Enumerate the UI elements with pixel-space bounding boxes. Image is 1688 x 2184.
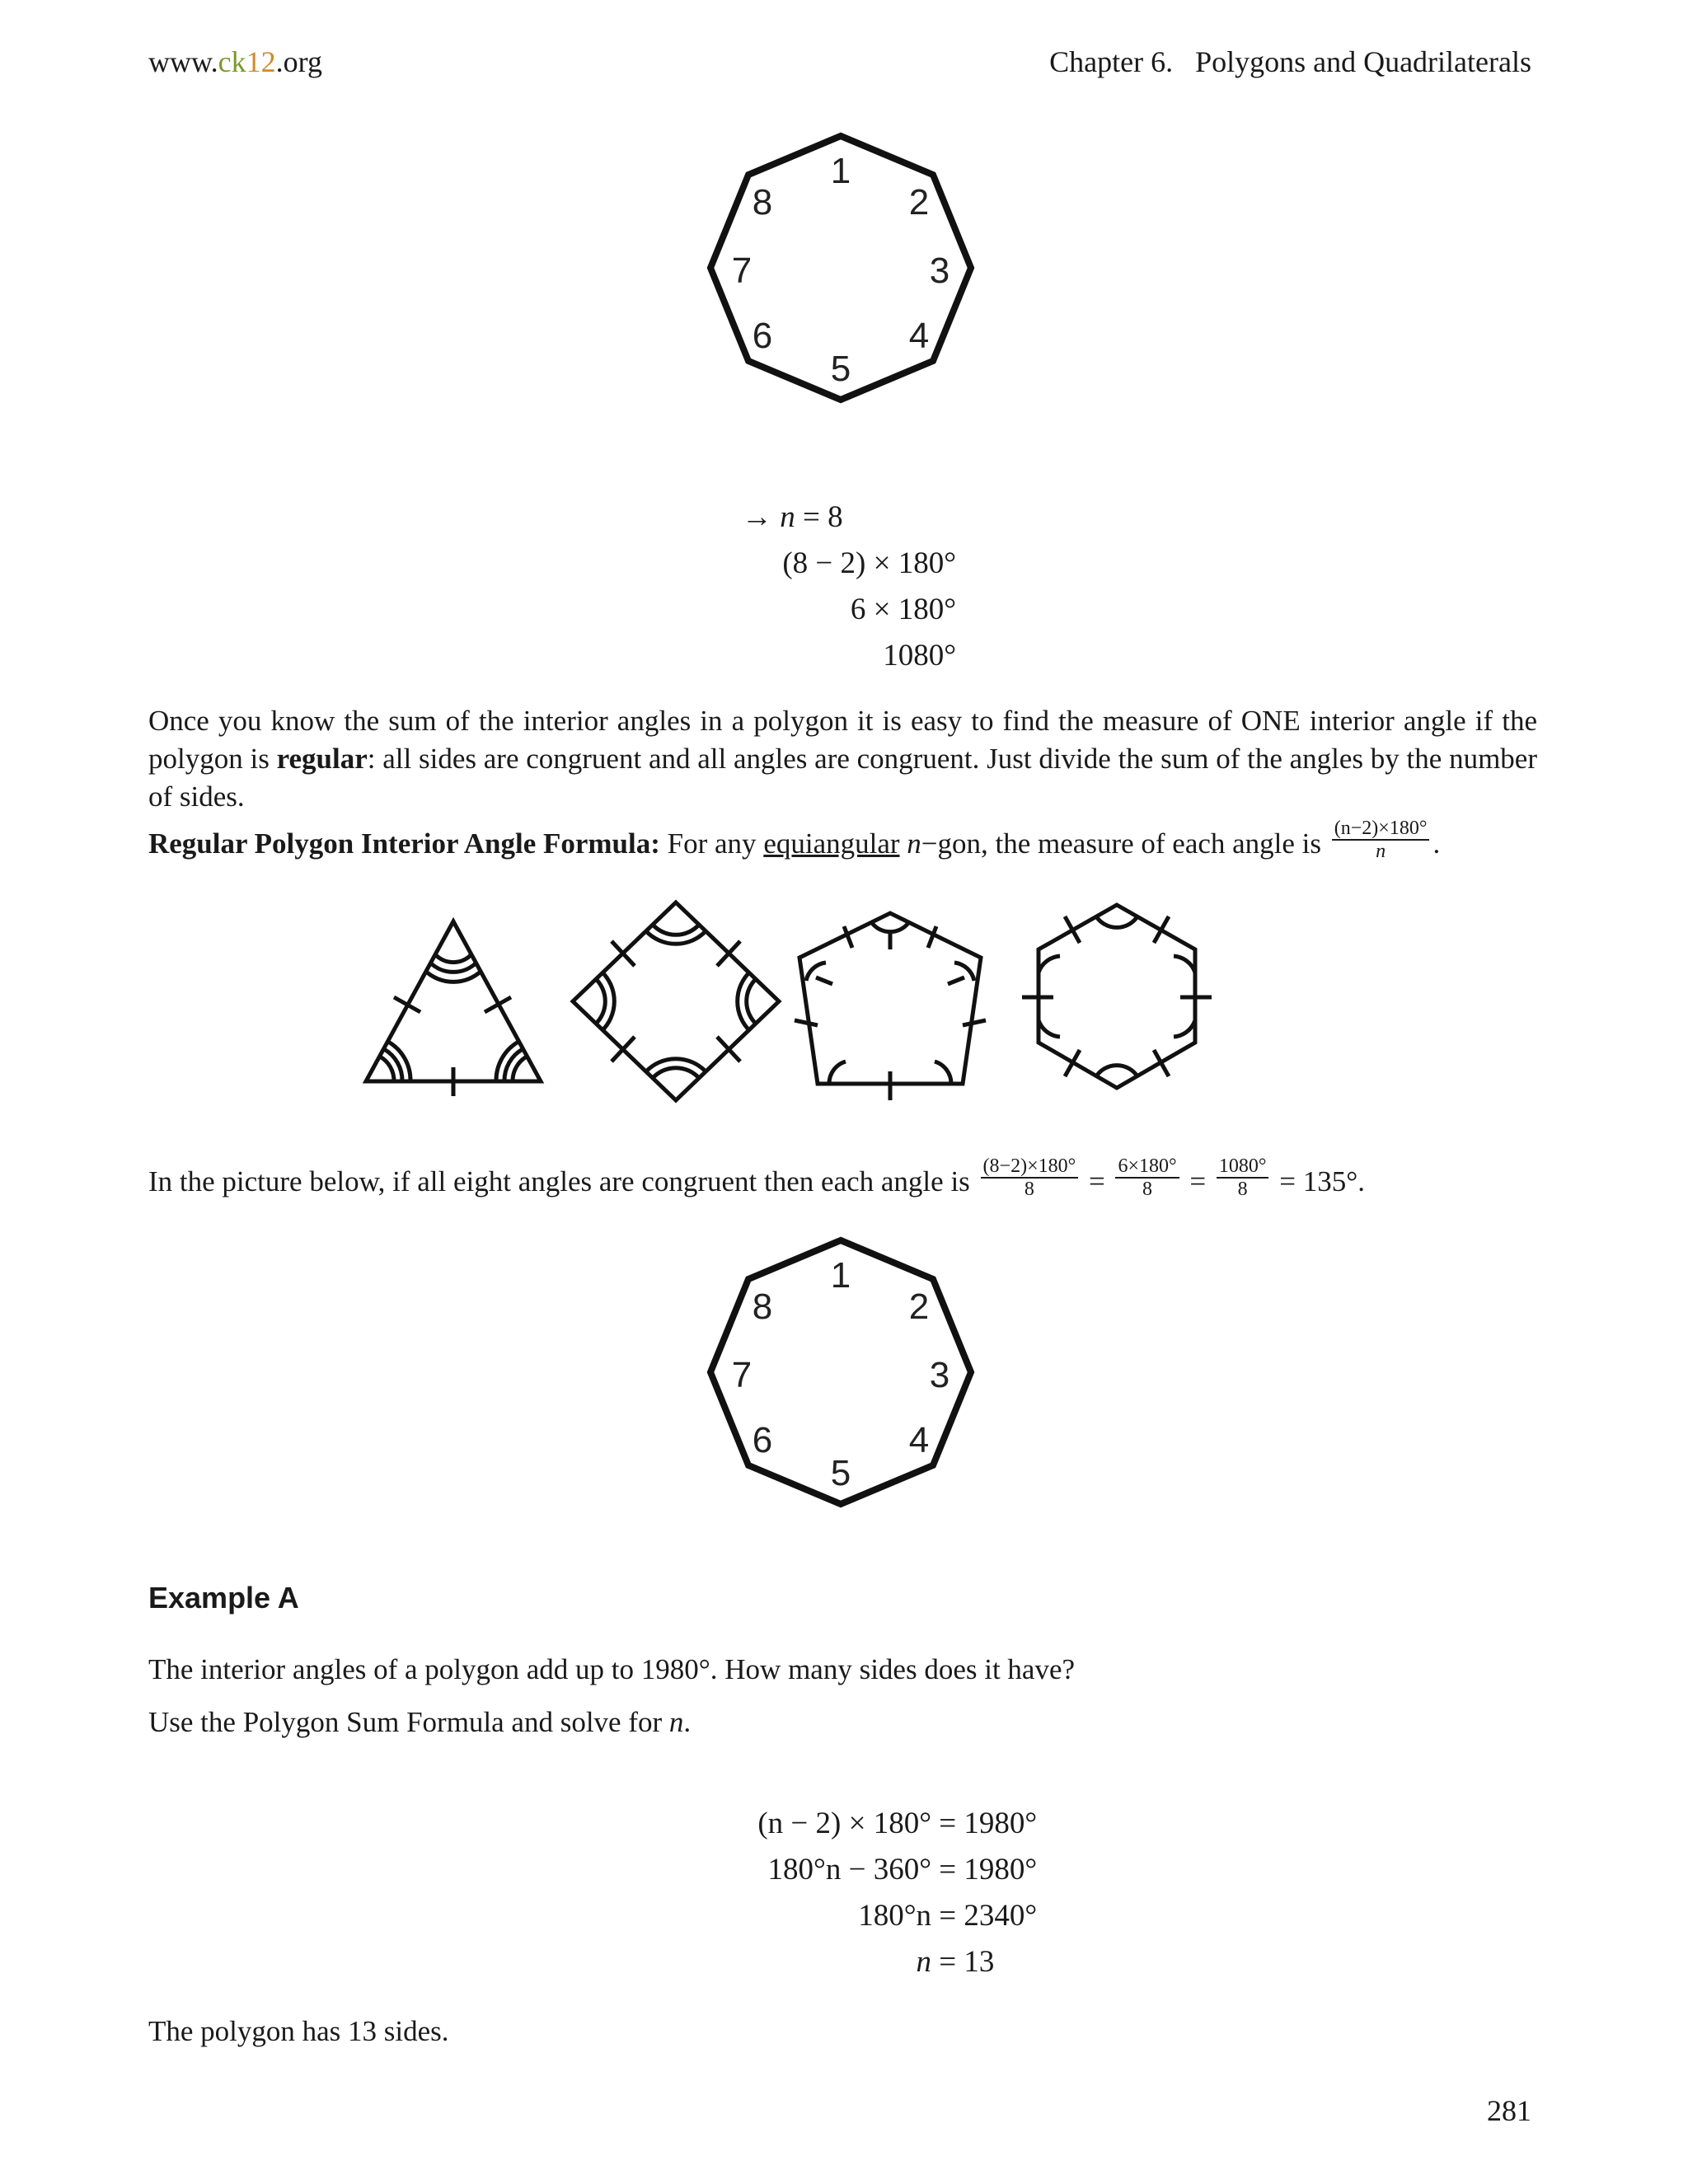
eq-right: = 13 <box>931 1945 995 1979</box>
regular-hexagon <box>1022 905 1212 1088</box>
fraction-2-denominator: 8 <box>1142 1179 1153 1200</box>
term-regular: regular <box>276 743 368 775</box>
angle-label-6: 6 <box>752 316 773 356</box>
angle-label-5: 5 <box>830 349 851 389</box>
angle-label-8: 8 <box>752 1286 773 1327</box>
example-equations <box>676 1801 1088 1985</box>
url-ck: ck <box>218 45 246 78</box>
example-answer: The polygon has 13 sides. <box>148 2015 449 2047</box>
calc-octagon-sum <box>742 494 956 679</box>
site-url[interactable] <box>148 45 322 79</box>
angle-label-1: 1 <box>830 1255 851 1296</box>
angle-label-7: 7 <box>731 1355 753 1395</box>
fraction-1-denominator: 8 <box>1024 1179 1034 1200</box>
paragraph-octagon-angle <box>148 1155 1537 1207</box>
eq-left: n <box>916 1945 931 1979</box>
angle-label-1: 1 <box>830 151 851 191</box>
fraction-numerator: (n−2)×180° <box>1332 818 1430 841</box>
var-n: n <box>899 827 921 860</box>
para1-after: : all sides are congruent and all angles are congruent. Just divide the sum of the angles by the number of sides. <box>148 743 1537 813</box>
angle-label-2: 2 <box>908 182 930 223</box>
chapter-title: Chapter 6. Polygons and Quadrilaterals <box>1049 45 1531 78</box>
regular-pentagon <box>795 913 986 1100</box>
angle-label-4: 4 <box>908 1420 930 1460</box>
fraction-3-denominator: 8 <box>1237 1179 1248 1200</box>
formula-fraction <box>1332 818 1430 862</box>
fraction-2 <box>1115 1155 1179 1200</box>
formula-text2: −gon, the measure of each angle is <box>921 827 1329 860</box>
angle-label-8: 8 <box>752 182 773 223</box>
calc-line-1 <box>742 494 956 541</box>
var-n: n <box>780 500 795 534</box>
result-135: = 135°. <box>1272 1165 1365 1198</box>
equals-2: = <box>1182 1165 1213 1198</box>
eq-row-1 <box>676 1801 1088 1847</box>
para1-before: Once you know the sum of the interior angles in a polygon it is easy to find the measure of ONE interior angle if the polygon is <box>148 705 1537 775</box>
eq-row-3 <box>676 1893 1088 1939</box>
eq-right: = 1980° <box>931 1853 1038 1886</box>
page-number: 281 <box>1487 2094 1531 2127</box>
instruction-text: Use the Polygon Sum Formula and solve for <box>148 1706 669 1738</box>
calc-line-3: 6 × 180° <box>850 593 956 626</box>
formula-text1: For any <box>659 827 764 860</box>
term-equiangular[interactable]: equiangular <box>763 827 900 860</box>
fraction-denominator: n <box>1376 841 1386 862</box>
regular-polygons-figure <box>354 898 1327 1129</box>
angle-label-7: 7 <box>731 251 753 291</box>
fraction-3 <box>1217 1155 1269 1200</box>
angle-label-2: 2 <box>908 1286 930 1327</box>
example-heading: Example A <box>148 1581 299 1615</box>
para2-text: In the picture below, if all eight angles are congruent then each angle is <box>148 1165 978 1198</box>
angle-label-3: 3 <box>929 1355 950 1395</box>
eq-left: 180°n − 360° <box>767 1853 931 1886</box>
eq-row-4 <box>676 1939 1088 1985</box>
eq-left: (n − 2) × 180° <box>757 1807 931 1840</box>
example-question: The interior angles of a polygon add up to 1980°. How many sides does it have? <box>148 1653 1076 1685</box>
calc-line-2: (8 − 2) × 180° <box>782 546 956 580</box>
calc-line-4: 1080° <box>883 639 956 673</box>
formula-label: Regular Polygon Interior Angle Formula: <box>148 827 660 860</box>
instruction-end: . <box>683 1706 692 1738</box>
octagon-figure-bottom <box>701 1236 981 1516</box>
octagon-figure-top <box>701 132 981 412</box>
formula-end: . <box>1432 827 1441 860</box>
arrow: → <box>742 500 781 534</box>
fraction-3-numerator: 1080° <box>1217 1155 1269 1179</box>
angle-label-4: 4 <box>908 316 930 356</box>
var-n: n <box>668 1706 684 1738</box>
regular-square <box>573 902 779 1100</box>
equals-1: = <box>1081 1165 1113 1198</box>
url-12: 12 <box>246 45 276 78</box>
url-prefix: www. <box>148 45 218 78</box>
paragraph-regular-polygon <box>148 702 1537 816</box>
formula-line <box>148 818 1537 869</box>
fraction-1 <box>981 1155 1079 1200</box>
angle-label-6: 6 <box>752 1420 773 1460</box>
calc-rest: = 8 <box>795 500 843 534</box>
eq-right: = 2340° <box>931 1899 1038 1933</box>
regular-triangle <box>366 921 541 1096</box>
angle-label-5: 5 <box>830 1453 851 1493</box>
eq-left: 180°n <box>858 1899 931 1933</box>
angle-label-3: 3 <box>929 251 950 291</box>
eq-row-2 <box>676 1847 1088 1893</box>
fraction-2-numerator: 6×180° <box>1115 1155 1179 1179</box>
eq-right: = 1980° <box>931 1807 1038 1840</box>
example-instruction <box>148 1704 1537 1741</box>
fraction-1-numerator: (8−2)×180° <box>981 1155 1079 1179</box>
url-suffix: .org <box>275 45 322 78</box>
